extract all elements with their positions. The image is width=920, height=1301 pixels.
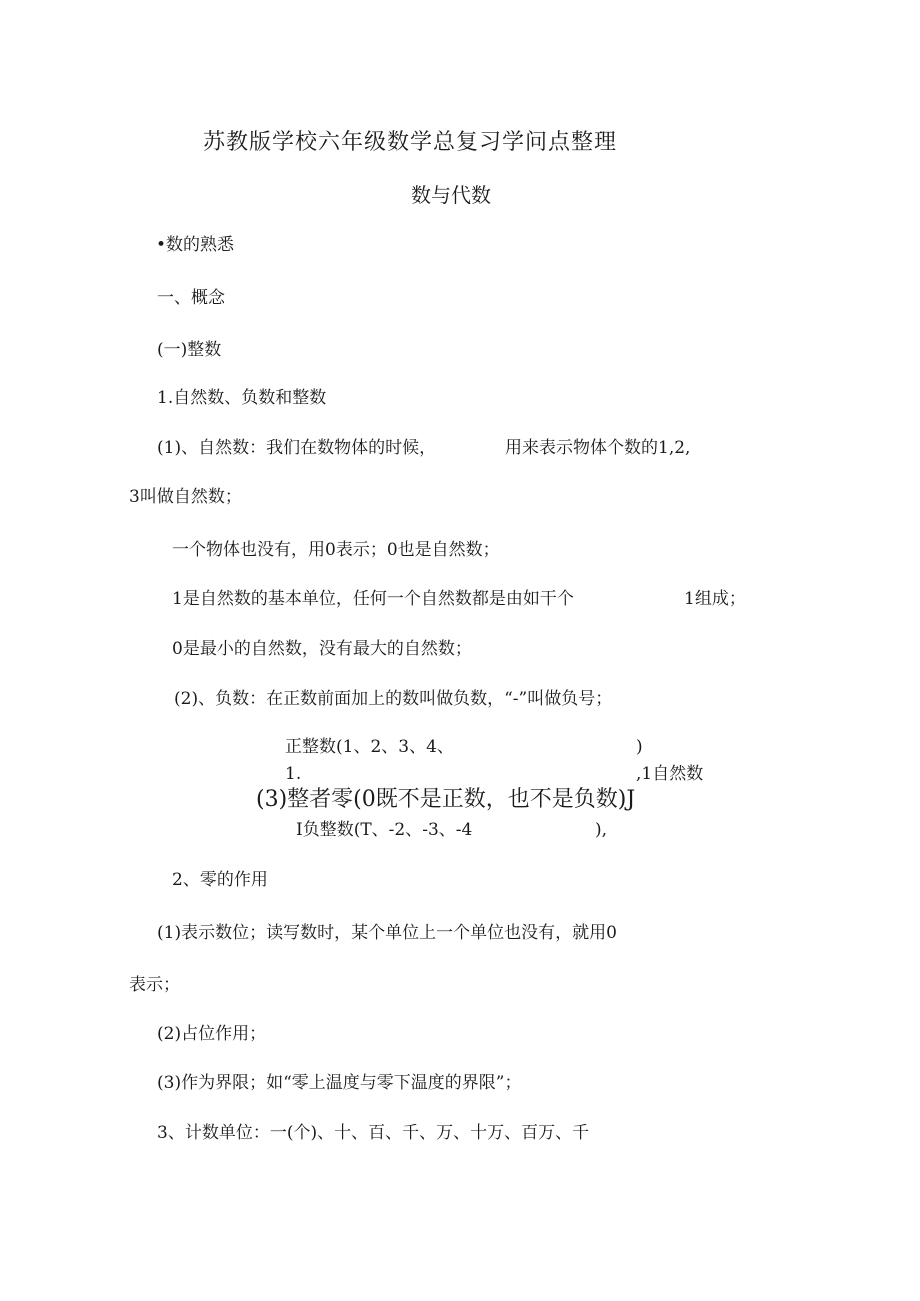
brace-second-line-b: ,1自然数 xyxy=(636,764,704,784)
document-subtitle: 数与代数 xyxy=(411,183,491,207)
paragraph-boundary: (3)作为界限；如“零上温度与零下温度的界限”； xyxy=(157,1073,522,1093)
paragraph-placeholder: (2)占位作用； xyxy=(157,1024,267,1044)
brace-positive-integer-b: ) xyxy=(636,737,643,757)
paragraph-zero-digit-a: (1)表示数位；读写数时，某个单位上一个单位也没有，就用0 xyxy=(157,923,617,943)
paragraph-zero-digit-b: 表示； xyxy=(129,975,180,995)
brace-positive-integer-a: 正整数(1、2、3、4、 xyxy=(285,737,454,757)
brace-negative-integer-b: ), xyxy=(595,820,608,840)
paragraph-natural-number-a: (1)、自然数：我们在数物体的时候， xyxy=(157,438,437,458)
section-bullet: •数的熟悉 xyxy=(156,235,235,255)
paragraph-natural-number-b: 用来表示物体个数的1,2, xyxy=(505,438,691,458)
heading-integer: (一)整数 xyxy=(157,340,222,360)
paragraph-unit-b: 1组成； xyxy=(684,589,746,609)
item-zero-role: 2、零的作用 xyxy=(172,870,268,890)
paragraph-negative-number: (2)、负数：在正数前面加上的数叫做负数，“-”叫做负号； xyxy=(174,689,613,709)
brace-negative-integer-a: I负整数(T、-2、-3、-4 xyxy=(296,820,473,840)
paragraph-natural-number-c: 3叫做自然数； xyxy=(129,487,242,507)
brace-second-line-a: 1. xyxy=(285,764,302,784)
item-natural-negative-integer: 1.自然数、负数和整数 xyxy=(157,388,327,408)
paragraph-zero-natural: 一个物体也没有，用0表示；0也是自然数； xyxy=(172,540,500,560)
heading-concept: 一、概念 xyxy=(157,288,225,308)
paragraph-min-natural: 0是最小的自然数，没有最大的自然数； xyxy=(172,639,472,659)
item-counting-units: 3、计数单位：一(个)、十、百、千、万、十万、百万、千 xyxy=(157,1123,590,1143)
paragraph-unit-a: 1是自然数的基本单位，任何一个自然数都是由如干个 xyxy=(172,589,574,609)
brace-zero-line: (3)整者零(0既不是正数，也不是负数)J xyxy=(256,787,636,812)
document-title: 苏教版学校六年级数学总复习学问点整理 xyxy=(203,130,618,155)
